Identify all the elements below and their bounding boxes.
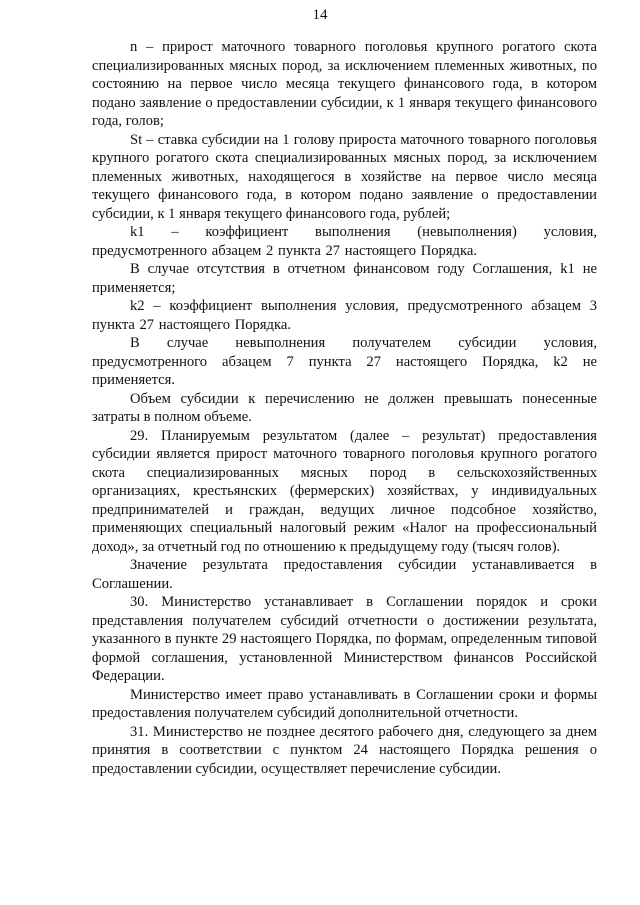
paragraph-30-reporting: 30. Министерство устанавливает в Соглашении порядок и сроки представления получателем субсидий отчетности о достижении результата, указанного в пункте 29 настоящего Порядка, по формам, определенным типовой формой соглашения, установленной Министерством финансов Российской Федерации. [92, 594, 597, 684]
paragraph-k2-exception: В случае невыполнения получателем субсидии условия, предусмотренного абзацем 7 пункта 27 настоящего Порядка, k2 не применяется. [92, 335, 597, 388]
paragraph-n-definition: n – прирост маточного товарного поголовья крупного рогатого скота специализированных мясных пород, за исключением племенных животных, по состоянию на первое число месяца текущего финансового года, в котором подано заявление о предоставлении субсидии, к 1 января текущего финансового года, голов; [92, 39, 597, 129]
paragraph-additional-reporting: Министерство имеет право устанавливать в Соглашении сроки и формы предоставления получателем субсидий дополнительной отчетности. [92, 686, 597, 721]
paragraph-k1-exception: В случае отсутствия в отчетном финансовом году Соглашения, k1 не применяется; [92, 261, 597, 296]
document-body [92, 38, 597, 778]
paragraph-result-value: Значение результата предоставления субсидии устанавливается в Соглашении. [92, 557, 597, 592]
paragraph-subsidy-volume: Объем субсидии к перечислению не должен превышать понесенные затраты в полном объеме. [92, 390, 597, 425]
paragraph-k1-definition: k1 – коэффициент выполнения (невыполнения) условия, предусмотренного абзацем 2 пункта 27 настоящего Порядка. [92, 224, 597, 259]
page-number: 14 [312, 7, 328, 23]
paragraph-k2-definition: k2 – коэффициент выполнения условия, предусмотренного абзацем 3 пункта 27 настоящего Порядка. [92, 298, 597, 333]
paragraph-31-transfer: 31. Министерство не позднее десятого рабочего дня, следующего за днем принятия в соответствии с пунктом 24 настоящего Порядка решения о предоставлении субсидии, осуществляет перечисление субсидии. [92, 723, 597, 777]
paragraph-29-result: 29. Планируемым результатом (далее – результат) предоставления субсидии является прирост маточного товарного поголовья крупного рогатого скота специализированных мясных пород в сельскохозяйственных организациях, крестьянских (фермерских) хозяйствах, у индивидуальных предпринимателей и граждан, ведущих личное подсобное хозяйство, применяющих специальный налоговый режим «Налог на профессиональный доход», за отчетный год по отношению к предыдущему году (тысяч голов). [92, 427, 597, 555]
paragraph-st-definition: St – ставка субсидии на 1 голову прироста маточного товарного поголовья крупного рогатого скота специализированных мясных пород, за исключением племенных животных, находящегося в хозяйстве на первое число месяца текущего финансового года, в котором подано заявление о предоставлении субсидии, к 1 января текущего финансового года, рублей; [92, 131, 597, 222]
